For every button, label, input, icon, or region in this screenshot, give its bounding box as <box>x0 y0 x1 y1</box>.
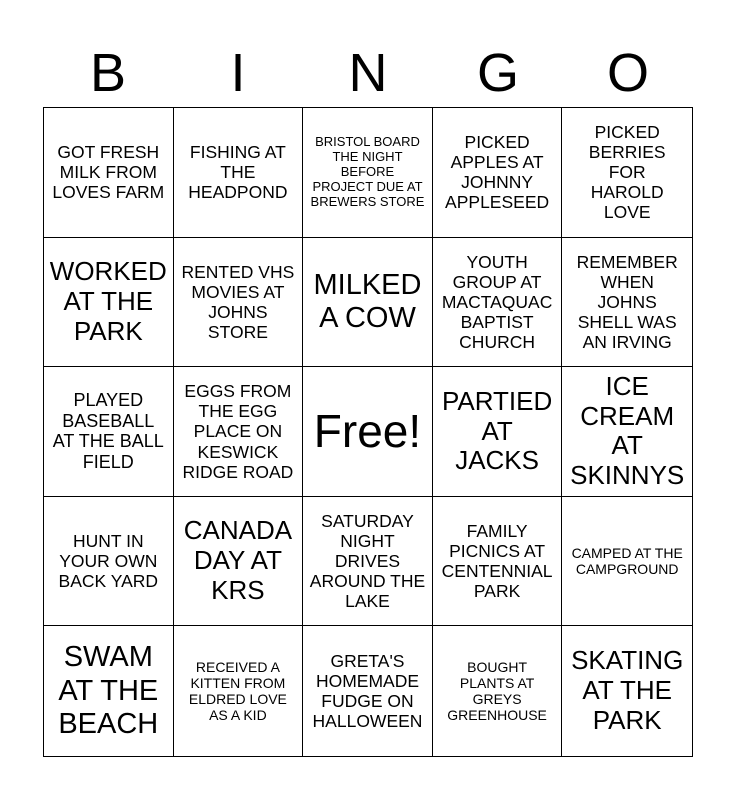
header-letter-o: O <box>606 43 649 103</box>
bingo-cell-r3-c5[interactable] <box>562 367 692 497</box>
cell-text: WORKED AT THE PARK <box>49 256 167 346</box>
bingo-cell-r1-c2[interactable] <box>174 108 304 238</box>
cell-text: SWAM AT THE BEACH <box>58 641 159 740</box>
cell-text: PARTIED AT JACKS <box>441 385 553 476</box>
free-space-text: Free! <box>313 405 422 458</box>
header-letter-n: N <box>348 43 388 103</box>
cell-text: RECEIVED A KITTEN FROM ELDRED LOVE AS A KID <box>188 659 287 724</box>
bingo-cell-r2-c1[interactable] <box>44 238 174 368</box>
cell-text: HUNT IN YOUR OWN BACK YARD <box>58 530 159 592</box>
cell-text: CAMPED AT THE CAMPGROUND <box>571 545 683 578</box>
bingo-cell-r2-c4[interactable] <box>433 238 563 368</box>
cell-text: BRISTOL BOARD THE NIGHT BEFORE PROJECT DUE AT BREWERS STORE <box>310 133 425 209</box>
bingo-cell-r4-c3[interactable] <box>303 497 433 627</box>
bingo-cell-r2-c5[interactable] <box>562 238 692 368</box>
cell-text: ICE CREAM AT SKINNYS <box>570 370 685 491</box>
cell-text: PICKED APPLES AT JOHNNY APPLESEED <box>445 132 550 213</box>
cell-text: GRETA'S HOMEMADE FUDGE ON HALLOWEEN <box>312 650 423 732</box>
bingo-cell-r3-c2[interactable] <box>174 367 304 497</box>
bingo-cell-r4-c4[interactable] <box>433 497 563 627</box>
bingo-cell-r4-c5[interactable] <box>562 497 692 627</box>
cell-text: SKATING AT THE PARK <box>571 645 684 736</box>
bingo-board <box>43 107 693 757</box>
bingo-cell-r5-c3[interactable] <box>303 626 433 756</box>
cell-text: PLAYED BASEBALL AT THE BALL FIELD <box>52 390 164 473</box>
bingo-cell-r1-c5[interactable] <box>562 108 692 238</box>
bingo-cell-r2-c3[interactable] <box>303 238 433 368</box>
bingo-cell-r1-c3[interactable] <box>303 108 433 238</box>
bingo-cell-r5-c2[interactable] <box>174 626 304 756</box>
cell-text: CANADA DAY AT KRS <box>183 515 293 606</box>
bingo-cell-r1-c4[interactable] <box>433 108 563 238</box>
cell-text: YOUTH GROUP AT MACTAQUAC BAPTIST CHURCH <box>441 251 553 353</box>
cell-text: RENTED VHS MOVIES AT JOHNS STORE <box>181 261 295 343</box>
cell-text: BOUGHT PLANTS AT GREYS GREENHOUSE <box>447 659 547 724</box>
bingo-cell-r4-c1[interactable] <box>44 497 174 627</box>
bingo-cell-r3-c4[interactable] <box>433 367 563 497</box>
cell-text: FAMILY PICNICS AT CENTENNIAL PARK <box>441 520 553 602</box>
cell-text: EGGS FROM THE EGG PLACE ON KESWICK RIDGE ROAD <box>182 381 294 482</box>
bingo-cell-r5-c1[interactable] <box>44 626 174 756</box>
bingo-cell-r1-c1[interactable] <box>44 108 174 238</box>
cell-text: REMEMBER WHEN JOHNS SHELL WAS AN IRVING <box>576 251 678 353</box>
bingo-cell-r5-c4[interactable] <box>433 626 563 756</box>
bingo-cell-r3-c1[interactable] <box>44 367 174 497</box>
bingo-cell-r2-c2[interactable] <box>174 238 304 368</box>
cell-text: PICKED BERRIES FOR HAROLD LOVE <box>588 121 666 223</box>
bingo-cell-r5-c5[interactable] <box>562 626 692 756</box>
cell-text: MILKED A COW <box>313 268 422 334</box>
header-letter-b: B <box>89 43 127 103</box>
cell-text: SATURDAY NIGHT DRIVES AROUND THE LAKE <box>309 510 426 612</box>
header-letter-g: G <box>476 43 519 103</box>
bingo-cell-r3-c3[interactable] <box>303 367 433 497</box>
bingo-header <box>43 40 693 106</box>
cell-text: FISHING AT THE HEADPOND <box>188 142 288 203</box>
bingo-cell-r4-c2[interactable] <box>174 497 304 627</box>
cell-text: GOT FRESH MILK FROM LOVES FARM <box>52 142 165 203</box>
header-letter-i: I <box>230 43 246 103</box>
